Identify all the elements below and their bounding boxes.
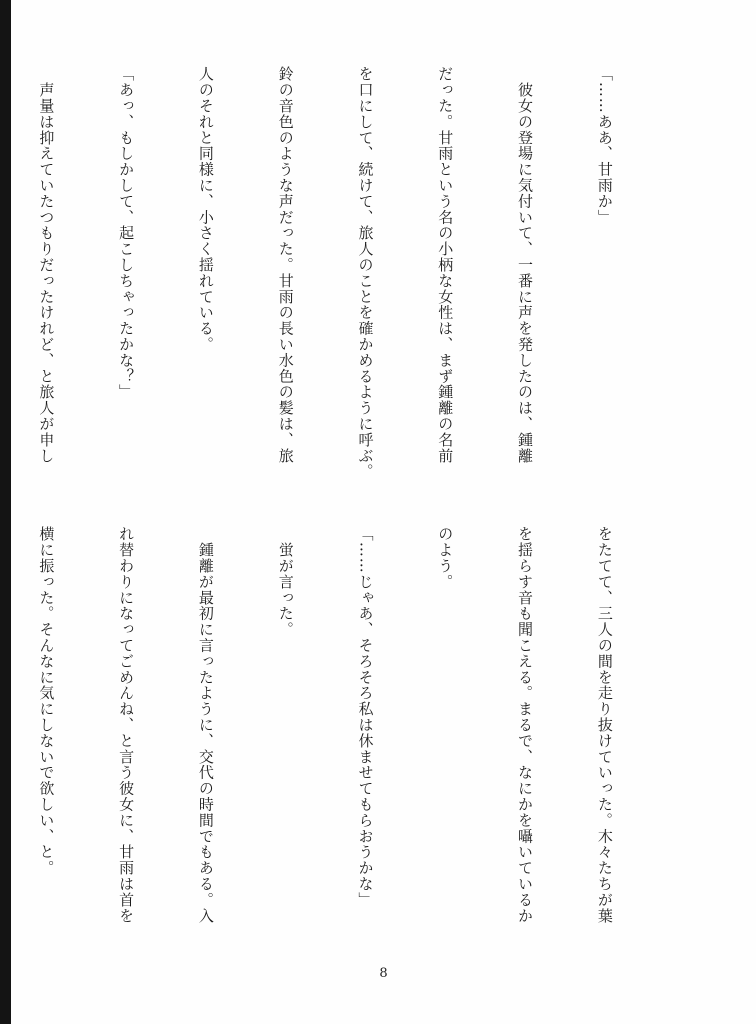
- text-line: だった。甘雨という名の小柄な女性は、まず鍾離の名前: [436, 66, 455, 464]
- text-line: を揺らす音も聞こえる。まるで、なにかを囁いているか: [516, 526, 535, 924]
- text-line: 彼女の登場に気付いて、一番に声を発したのは、鍾離: [516, 66, 535, 464]
- upper-text-tier: [0, 66, 671, 506]
- text-line: れ替わりになってごめんね、と言う彼女に、甘雨は首を: [117, 526, 136, 924]
- text-line: を口にして、続けて、旅人のことを確かめるように呼ぶ。: [356, 66, 375, 480]
- text-line: のよう。: [436, 526, 455, 590]
- text-line: をたてて、三人の間を走り抜けていった。木々たちが葉: [595, 526, 614, 924]
- text-line: 横に振った。そんなに気にしないで欲しい、と。: [37, 526, 56, 876]
- text-line: 鍾離が最初に言ったように、交代の時間でもある。入: [196, 526, 215, 924]
- book-page: [11, 0, 756, 1024]
- text-line: 「……ああ、甘雨か」: [595, 66, 614, 225]
- lower-text-tier: [0, 526, 671, 966]
- text-line: 「あっ、もしかして、起こしちゃったかな？」: [117, 66, 136, 400]
- text-line: 蛍が言った。: [276, 526, 295, 638]
- text-line: 声量は抑えていたつもりだったけれど、と旅人が申し: [37, 66, 56, 464]
- text-line: 人のそれと同様に、小さく揺れている。: [196, 66, 215, 353]
- text-line: 鈴の音色のような声だった。甘雨の長い水色の髪は、旅: [276, 66, 295, 464]
- text-line: 「……じゃあ、そろそろ私は休ませてもらおうかな」: [356, 526, 375, 908]
- page-number: 8: [379, 966, 388, 981]
